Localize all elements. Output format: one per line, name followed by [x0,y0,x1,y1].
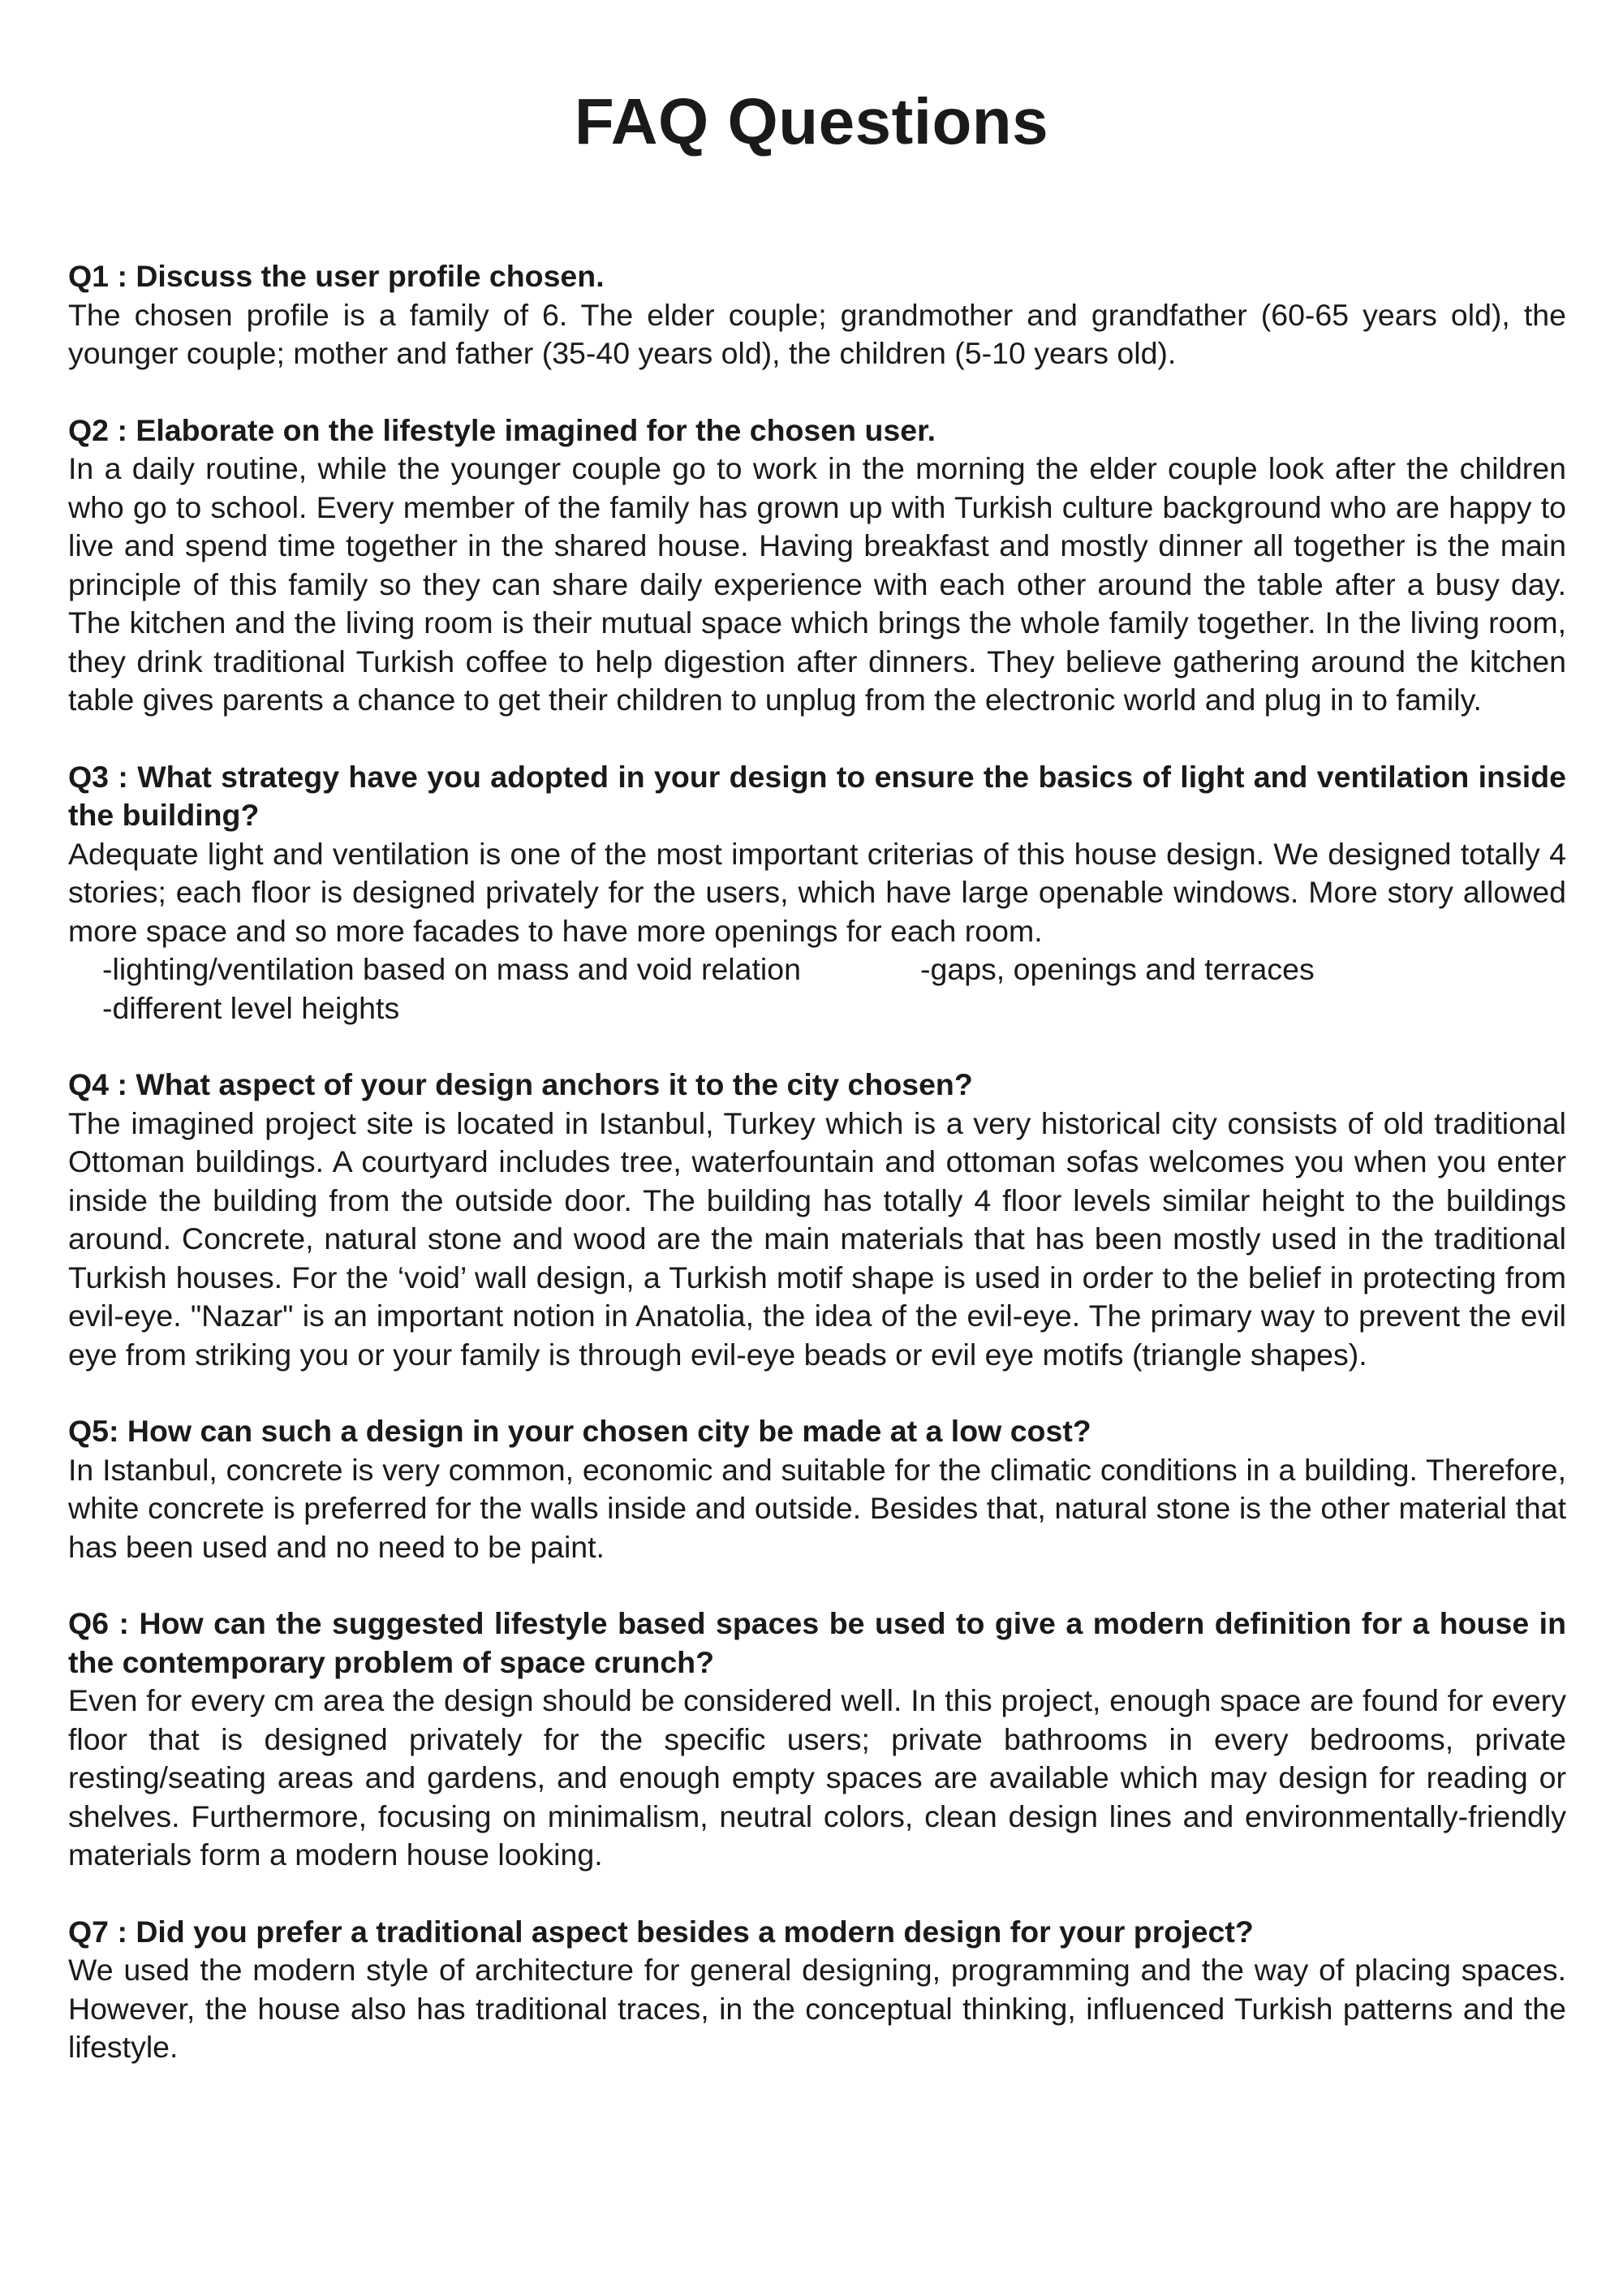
faq-question: Q2 : Elaborate on the lifestyle imagined for the chosen user. [68,412,936,447]
faq-answer: Even for every cm area the design should be considered well. In this project, enough space are found for every floor that is designed privately for the specific users; private bathrooms in every bedrooms, private resting/seating areas and gardens, and enough empty spaces are available which may design for reading or shelves. Furthermore, focusing on minimalism, neutral colors, clean design lines and environmentally-friendly materials form a modern house looking. [68,1683,1566,1872]
faq-item-q1 [68,257,1566,373]
faq-answer: The chosen profile is a family of 6. The elder couple; grandmother and grandfather (60-65 years old), the younger couple; mother and father (35-40 years old), the children (5-10 years old). [68,297,1566,370]
page-title: FAQ Questions [574,85,1049,157]
faq-bullet-list [68,950,1566,1027]
bullet-row [102,950,1566,989]
faq-answer: The imagined project site is located in Istanbul, Turkey which is a very historical city consists of old traditional Ottoman buildings. A courtyard includes tree, waterfountain and ottoman sofas welcomes you when you enter inside the building from the outside door. The building has totally 4 floor levels similar height to the buildings around. Concrete, natural stone and wood are the main materials that has been mostly used in the traditional Turkish houses. For the ‘void’ wall design, a Turkish motif shape is used in order to the belief in protecting from evil-eye. "Nazar" is an important notion in Anatolia, the idea of the evil-eye. The primary way to prevent the evil eye from striking you or your family is through evil-eye beads or evil eye motifs (triangle shapes). [68,1105,1566,1372]
faq-item-q7 [68,1913,1566,2067]
faq-answer: In a daily routine, while the younger couple go to work in the morning the elder couple look after the children who go to school. Every member of the family has grown up with Turkish culture background who are happy to live and spend time together in the shared house. Having breakfast and mostly dinner all together is the main principle of this family so they can share daily experience with each other around the table after a busy day. The kitchen and the living room is their mutual space which brings the whole family together. In the living room, they drink traditional Turkish coffee to help digestion after dinners. They believe gathering around the kitchen table gives parents a chance to get their children to unplug from the electronic world and plug in to family. [68,451,1566,717]
faq-item-q2 [68,411,1566,720]
faq-item-q5 [68,1412,1566,1566]
faq-item-q4 [68,1066,1566,1374]
faq-question: Q6 : How can the suggested lifestyle based spaces be used to give a modern definition for a house in the contemporary problem of space crunch? [68,1606,1566,1679]
bullet-item: -gaps, openings and terraces [920,952,1315,986]
faq-answer: We used the modern style of architecture for general designing, programming and the way of placing spaces. However, the house also has traditional traces, in the conceptual thinking, influenced Turkish patterns and the lifestyle. [68,1953,1566,2064]
bullet-row [102,989,1566,1028]
faq-question: Q5: How can such a design in your chosen city be made at a low cost? [68,1414,1091,1448]
faq-question: Q1 : Discuss the user profile chosen. [68,259,605,293]
faq-answer: Adequate light and ventilation is one of the most important criterias of this house design. We designed totally 4 stories; each floor is designed privately for the users, which have large openable windows. More story allowed more space and so more facades to have more openings for each room. [68,836,1566,948]
faq-item-q6 [68,1605,1566,1875]
faq-answer: In Istanbul, concrete is very common, economic and suitable for the climatic conditions in a building. Therefore, white concrete is preferred for the walls inside and outside. Besides that, natural stone is the other material that has been used and no need to be paint. [68,1452,1566,1564]
bullet-item: -lighting/ventilation based on mass and void relation [102,952,801,986]
faq-question: Q7 : Did you prefer a traditional aspect besides a modern design for your project? [68,1914,1254,1949]
faq-item-q3 [68,758,1566,1028]
bullet-item: -different level heights [102,990,400,1025]
faq-list [68,257,1566,2105]
faq-question: Q4 : What aspect of your design anchors it to the city chosen? [68,1067,973,1101]
faq-question: Q3 : What strategy have you adopted in your design to ensure the basics of light and ventilation inside the building? [68,759,1566,832]
